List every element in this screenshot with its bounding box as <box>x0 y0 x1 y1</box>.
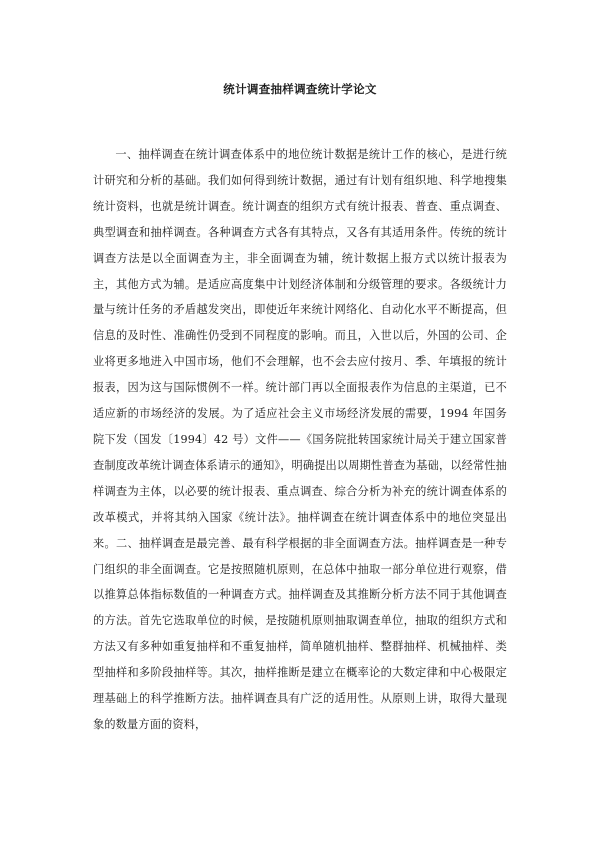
body-paragraph: 一、抽样调查在统计调查体系中的地位统计数据是统计工作的核心，是进行统计研究和分析的基础。我们如何得到统计数据，通过有计划有组织地、科学地搜集统计资料，也就是统计调查。统计调查的组织方式有统计报表、普查、重点调查、典型调查和抽样调查。各种调查方式各有其特点，又各有其适用条件。传统的统计调查方法是以全面调查为主，非全面调查为辅，统计数据上报方式以统计报表为主，其他方式为辅。是适应高度集中计划经济体制和分级管理的要求。各级统计力量与统计任务的矛盾越发突出，即使近年来统计网络化、自动化水平不断提高，但信息的及时性、准确性仍受到不同程度的影响。而且，入世以后，外国的公司、企业将更多地进入中国市场，他们不会理解，也不会去应付按月、季、年填报的统计报表，因为这与国际惯例不一样。统计部门再以全面报表作为信息的主渠道，已不适应新的市场经济的发展。为了适应社会主义市场经济发展的需要，1994 年国务院下发（国发〔1994〕42 号）文件——《国务院批转国家统计局关于建立国家普查制度改革统计调查体系请示的通知》，明确提出以周期性普查为基础，以经常性抽样调查为主体，以必要的统计报表、重点调查、综合分析为补充的统计调查体系的改革模式，并将其纳入国家《统计法》。抽样调查在统计调查体系中的地位突显出来。二、抽样调查是最完善、最有科学根据的非全面调查方法。抽样调查是一种专门组织的非全面调查。它是按照随机原则，在总体中抽取一部分单位进行观察，借以推算总体指标数值的一种调查方式。抽样调查及其推断分析方法不同于其他调查的方法。首先它选取单位的时候，是按随机原则抽取调查单位，抽取的组织方式和方法又有多种如重复抽样和不重复抽样，简单随机抽样、整群抽样、机械抽样、类型抽样和多阶段抽样等。其次，抽样推断是建立在概率论的大数定律和中心极限定理基础上的科学推断方法。抽样调查具有广泛的适用性。从原则上讲，取得大量现象的数量方面的资料， <box>93 148 507 731</box>
document-title: 统计调查抽样调查统计学论文 <box>223 82 377 96</box>
